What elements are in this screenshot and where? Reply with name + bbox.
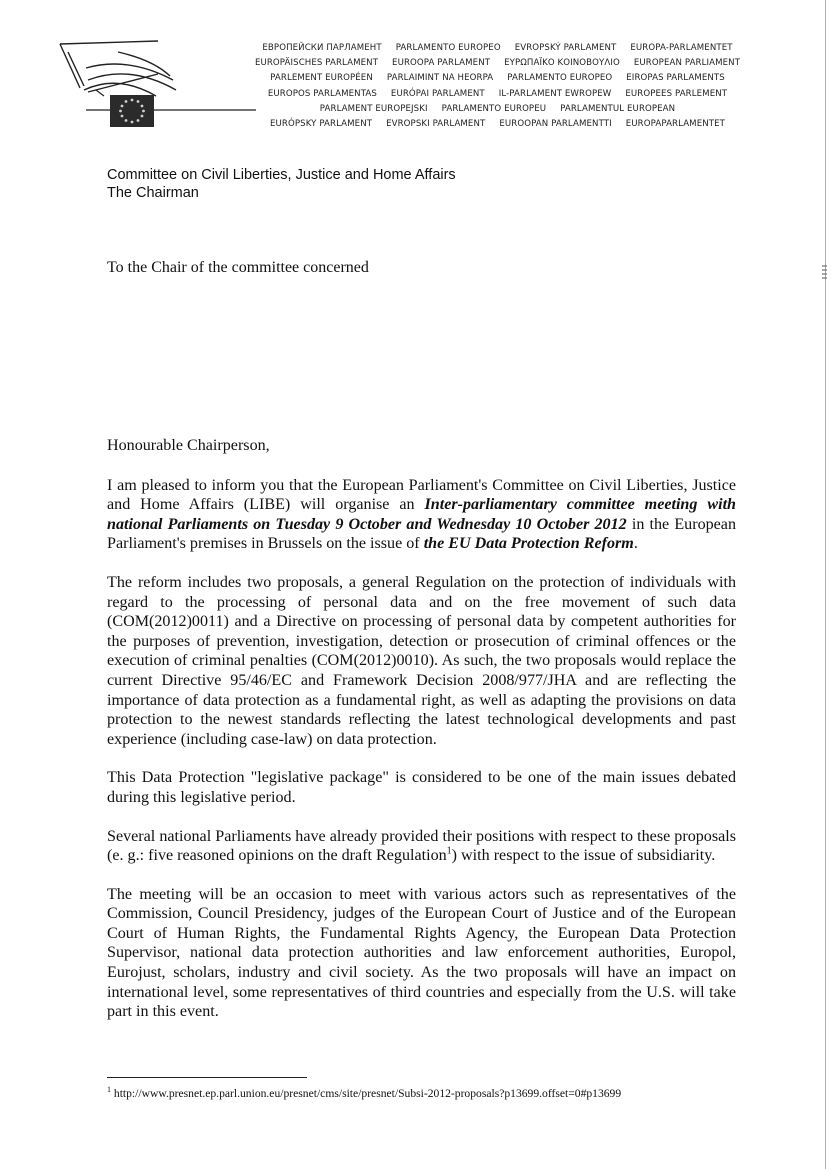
letter-body [107,436,736,1041]
paragraph-legislative-package: This Data Protection "legislative package" is considered to be one of the main issues debated during this legislative period. [107,769,736,806]
institution-names-header [200,41,795,132]
header-line: EURÓPSKY PARLAMENT EVROPSKI PARLAMENT EUROOPAN PARLAMENTTI EUROPAPARLAMENTET [270,118,725,129]
footnote-reference[interactable]: 1 [446,845,452,857]
header-line: ЕВРОПЕЙСКИ ПАРЛАМЕНТ PARLAMENTO EUROPEO EVROPSKÝ PARLAMENT EUROPA-PARLAMENTET [262,43,733,53]
salutation: Honourable Chairperson, [107,437,270,454]
header-line: EUROPOS PARLAMENTAS EURÓPAI PARLAMENT IL-PARLAMENT EWROPEW EUROPEES PARLEMENT [267,88,728,99]
meeting-title-emphasis: Inter-parliamentary committee meeting with national Parliaments on Tuesday 9 October and Wednesday 10 October 2012 [107,496,737,533]
header-line: EUROPÄISCHES PARLAMENT EUROOPA PARLAMENT ΕΥΡΩΠΑΪΚΟ ΚΟΙΝΟΒΟΥΛΙΟ EUROPEAN PARLIAMENT [254,58,741,69]
footnote-link[interactable]: http://www.presnet.ep.parl.union.eu/presnet/cms/site/presnet/Subsi-2012-proposals?p13699.offset=0#p13699 [111,1087,622,1100]
footnote [107,1087,807,1100]
footnote-marker: 1 [107,1085,111,1095]
paragraph-reform-proposals: The reform includes two proposals, a general Regulation on the protection of individuals with regard to the processing of personal data and on the free movement of such data (COM(2012)0011) and a Directive on processing of personal data by competent authorities for the purposes of prevention, investigation, detection or prosecution of criminal offences or the execution of criminal penalties (COM(2012)0010). As such, the two proposals would replace the current Directive 95/46/EC and Framework Decision 2008/977/JHA and are reflecting the importance of data protection as a fundamental right, as well as adapting the provisions on data protection to the newest standards reflecting the latest technological developments and past experience (including case-law) on data protection. [107,573,736,748]
addressee: To the Chair of the committee concerned [107,259,369,276]
paragraph-meeting-announcement: I am pleased to inform you that the European Parliament's Committee on Civil Liberties, Justice and Home Affairs (LIBE) will organise an Inter-parliamentary committee meeting with national Parliaments on Tuesday 9 October and Wednesday 10 October 2012 in the European Parliament's premises in Brussels on the issue of the EU Data Protection Reform. [107,476,737,553]
topic-emphasis: the EU Data Protection Reform [423,535,634,553]
committee-name: Committee on Civil Liberties, Justice and Home Affairs [107,167,456,183]
paragraph-meeting-participants: The meeting will be an occasion to meet with various actors such as representatives of the Commission, Council Presidency, judges of the European Court of Justice and of the European Court of Human Rights, the Fundamental Rights Agency, the European Data Protection Supervisor, national data protection authorities and law enforcement authorities, Europol, Eurojust, scholars, industry and civil society. As the two proposals will have an impact on international level, some representatives of third countries and especially from the U.S. will take part in this event. [107,885,736,1021]
header-line: PARLEMENT EUROPÉEN PARLAIMINT NA HEORPA PARLAMENTO EUROPEO EIROPAS PARLAMENTS [270,73,725,84]
sender-role: The Chairman [107,185,199,201]
sender-block [107,166,456,202]
scan-edge-decoration [819,0,827,1169]
header-line: PARLAMENT EUROPEJSKI PARLAMENTO EUROPEU PARLAMENTUL EUROPEAN [319,103,676,114]
footnote-divider [107,1077,307,1078]
paragraph-national-parliaments: Several national Parliaments have already provided their positions with respect to these proposals (e. g.: five reasoned opinions on the draft Regulation$^1$) with respect to the issue of subsidiarity. [107,827,736,865]
